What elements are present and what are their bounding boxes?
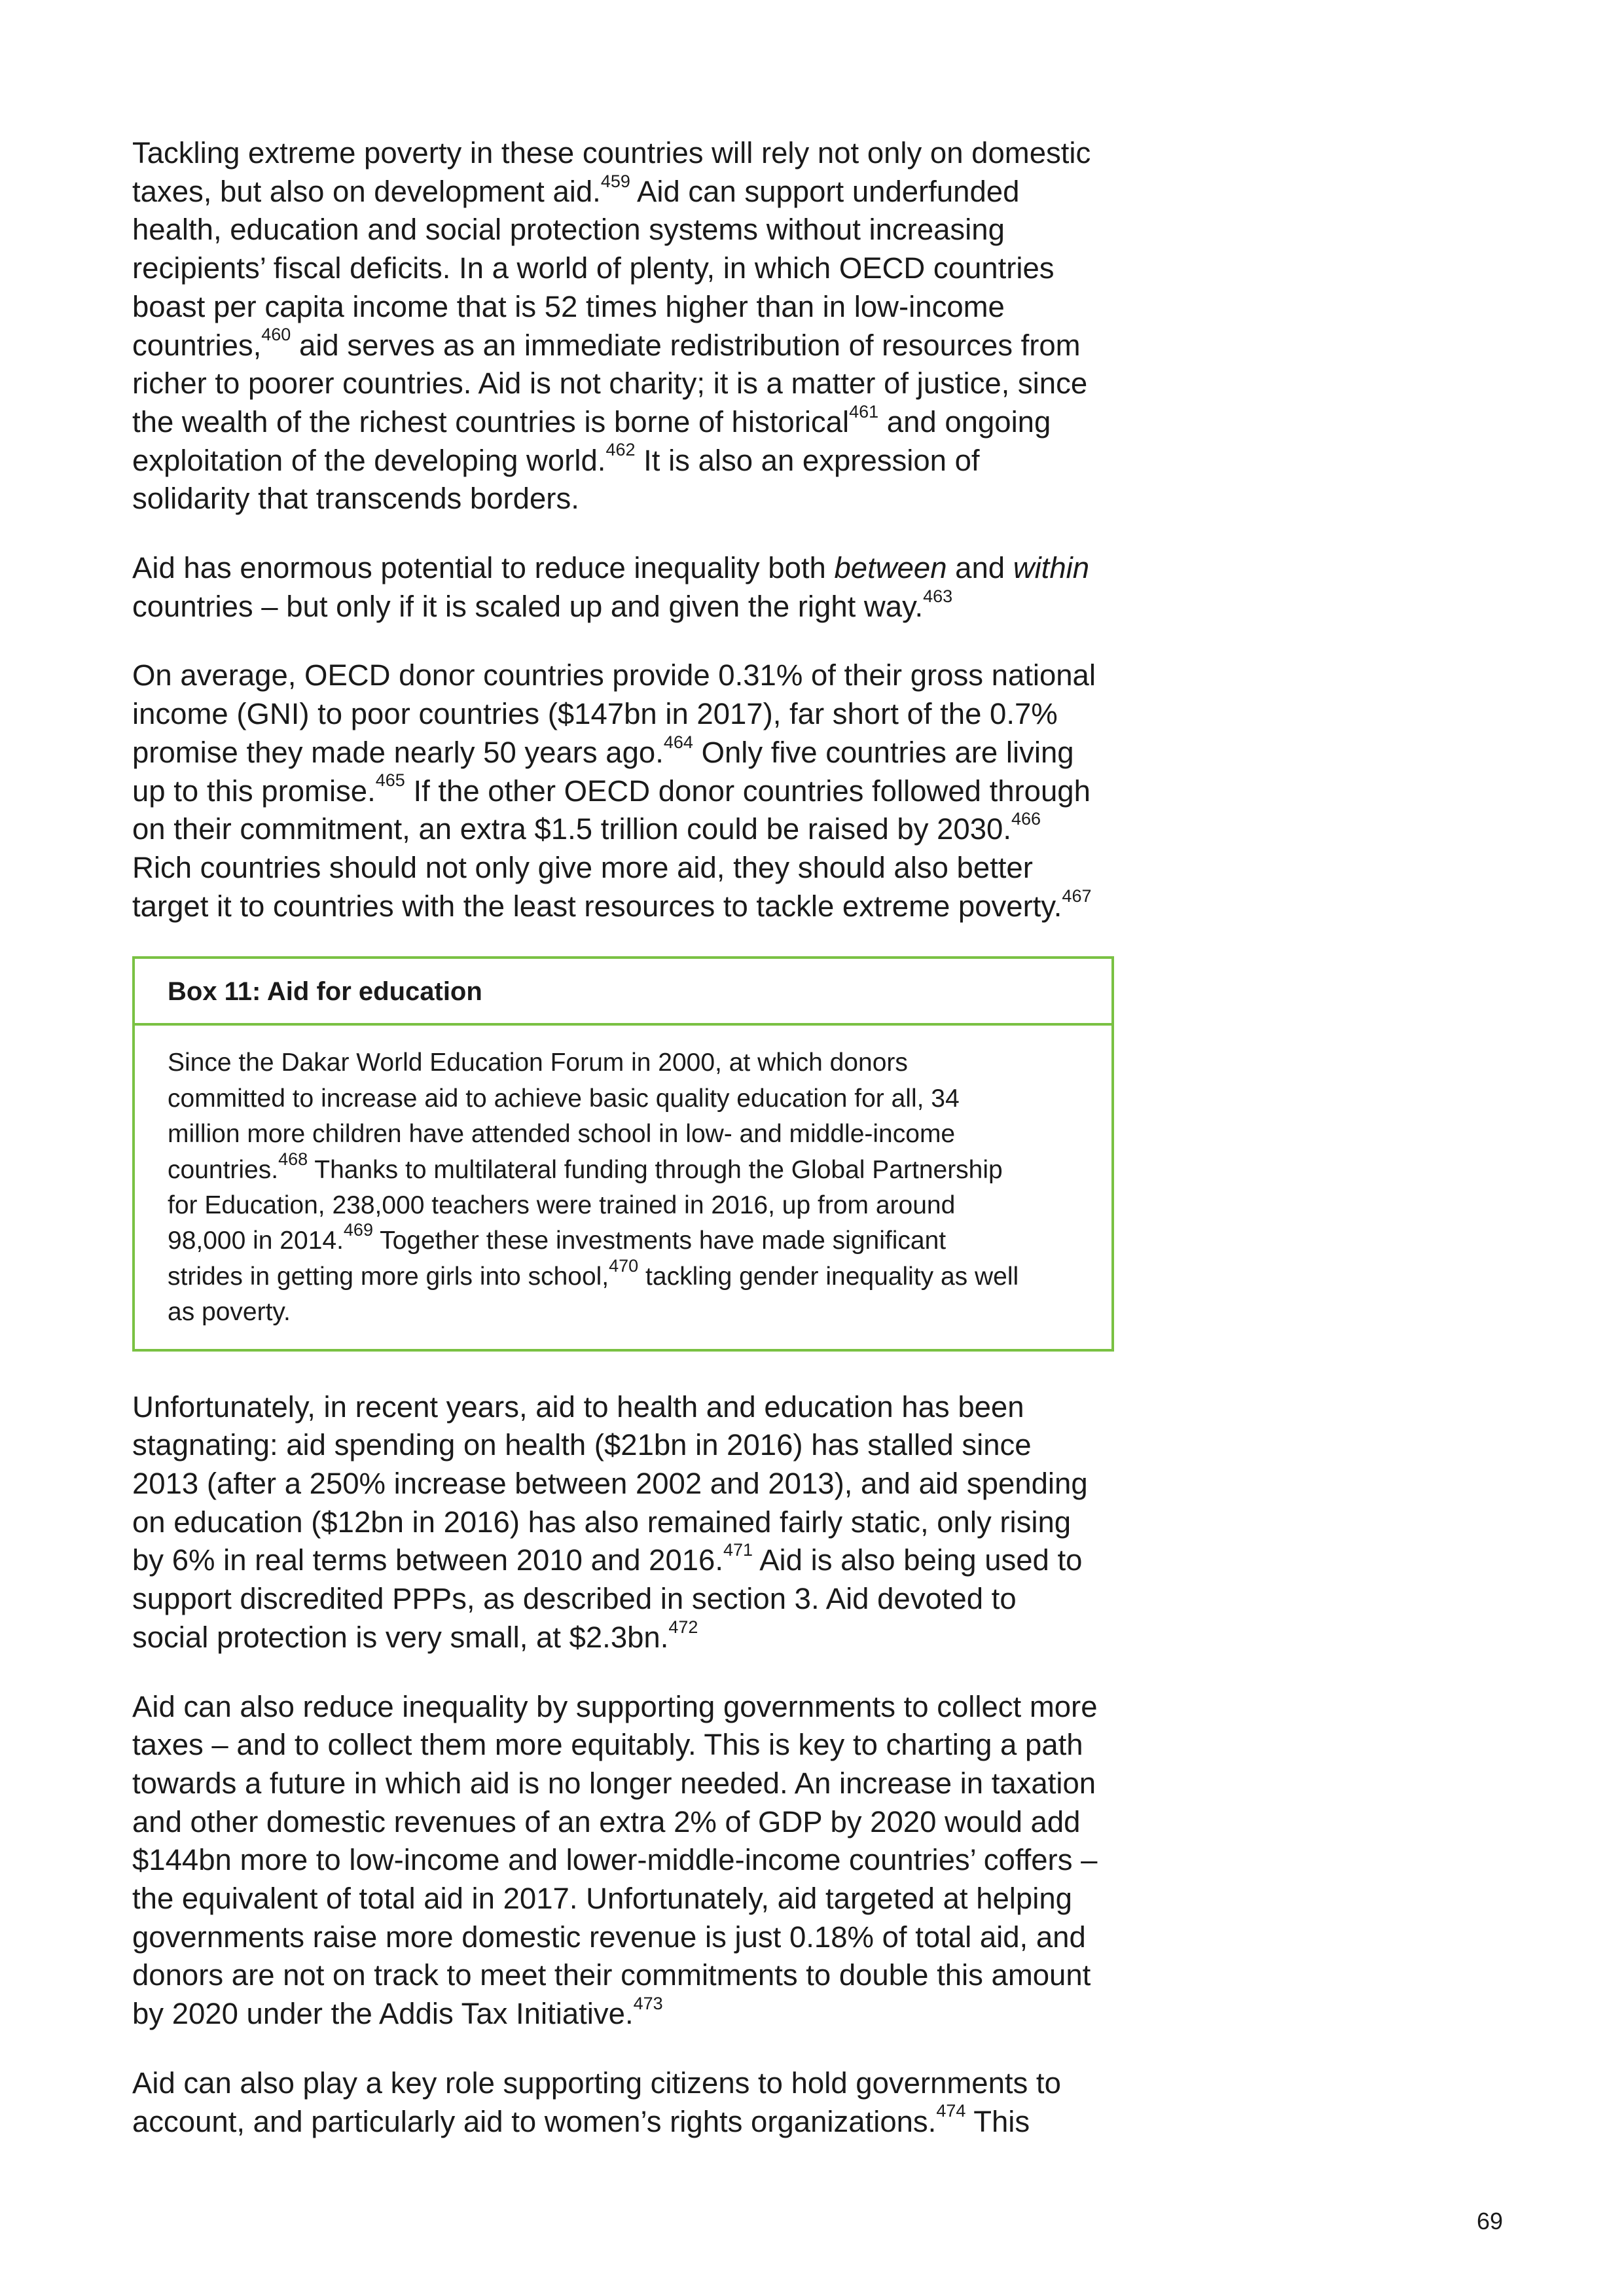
footnote-ref-468: 468	[278, 1149, 308, 1169]
footnote-ref-473: 473	[633, 1994, 663, 2013]
footnote-ref-463: 463	[923, 586, 953, 606]
box-body: Since the Dakar World Education Forum in 2000, at which donors committed to increase aid to achieve basic quality education for all, 34 million more children have attended school in low- and middle-income countries.$^{468}$ Thanks to multilateral funding through the Global Partnership for Education, 238,000 teachers were trained in 2016, up from around 98,000 in 2014.$^{469}$ Together these investments have made significant strides in getting more girls into school,$^{470}$ tackling gender inequality as well as poverty.	[168, 1049, 1019, 1327]
paragraph-aid-potential: Aid has enormous potential to reduce inequality both between and within countries – but only if it is scaled up and given the right way.$^{463}$	[132, 551, 1090, 623]
main-text-column	[132, 134, 1121, 2172]
paragraph-citizens-accountability: Aid can also play a key role supporting citizens to hold governments to account, and particularly aid to women’s rights organizations.$^{474}$ This	[132, 2066, 1061, 2138]
footnote-ref-465: 465	[375, 770, 405, 791]
footnote-ref-464: 464	[663, 732, 693, 752]
footnote-ref-467: 467	[1062, 886, 1092, 906]
footnote-ref-460: 460	[261, 325, 291, 345]
footnote-ref-461: 461	[849, 401, 879, 422]
page-number: 69	[1476, 2208, 1503, 2234]
footnote-ref-471: 471	[723, 1540, 753, 1560]
paragraph-oecd-donors: On average, OECD donor countries provide 0.31% of their gross national income (GNI) to poor countries ($147bn in 2017), far short of the 0.7% promise they made nearly 50 years ago.$^{464}$ Only five countries are living up to this promise.$^{465}$ If the other OECD donor countries followed through on their commitment, an extra $1.5 trillion could be raised by 2030.$^{466}$ Rich countries should not only give more aid, they should also better target it to countries with the least resources to tackle extreme poverty.$^{467}$	[132, 658, 1096, 923]
emphasis-between: between	[834, 551, 947, 585]
footnote-ref-474: 474	[936, 2101, 966, 2121]
paragraph-domestic-revenue: Aid can also reduce inequality by supporting governments to collect more taxes – and to collect them more equitably. This is key to charting a path towards a future in which aid is no longer needed. An increase in taxation and other domestic revenues of an extra 2% of GDP by 2020 would add $144bn more to low-income and lower-middle-income countries’ coffers – the equivalent of total aid in 2017. Unfortunately, aid targeted at helping governments raise more domestic revenue is just 0.18% of total aid, and donors are not on track to meet their commitments to double this amount by 2020 under the Addis Tax Initiative.$^{473}$	[132, 1689, 1098, 2031]
paragraph-aid-and-poverty: Tackling extreme poverty in these countries will rely not only on domestic taxes, but also on development aid.$^{459}$ Aid can support underfunded health, education and social protection systems without increasing recipients’ fiscal deficits. In a world of plenty, in which OECD countries boast per capita income that is 52 times higher than in low-income countries,$^{460}$ aid serves as an immediate redistribution of resources from richer to poorer countries. Aid is not charity; it is a matter of justice, since the wealth of the richest countries is borne of historical$^{461}$ and ongoing exploitation of the developing world.$^{462}$ It is also an expression of solidarity that transcends borders.	[132, 136, 1091, 516]
box-title: Box 11: Aid for education	[135, 959, 1111, 1026]
footnote-ref-470: 470	[609, 1255, 639, 1276]
footnote-ref-466: 466	[1011, 809, 1041, 829]
footnote-ref-462: 462	[605, 440, 636, 460]
footnote-ref-472: 472	[668, 1617, 698, 1637]
box-aid-for-education	[132, 956, 1114, 1351]
footnote-ref-459: 459	[600, 171, 630, 191]
footnote-ref-469: 469	[343, 1220, 373, 1240]
paragraph-health-education-stagnating: Unfortunately, in recent years, aid to health and education has been stagnating: aid spending on health ($21bn in 2016) has stalled since 2013 (after a 250% increase between 2002 and 2013), and aid spending on education ($12bn in 2016) has also remained fairly static, only rising by 6% in real terms between 2010 and 2016.$^{471}$ Aid is also being used to support discredited PPPs, as described in section 3. Aid devoted to social protection is very small, at $2.3bn.$^{472}$	[132, 1390, 1088, 1654]
emphasis-within: within	[1013, 551, 1090, 585]
